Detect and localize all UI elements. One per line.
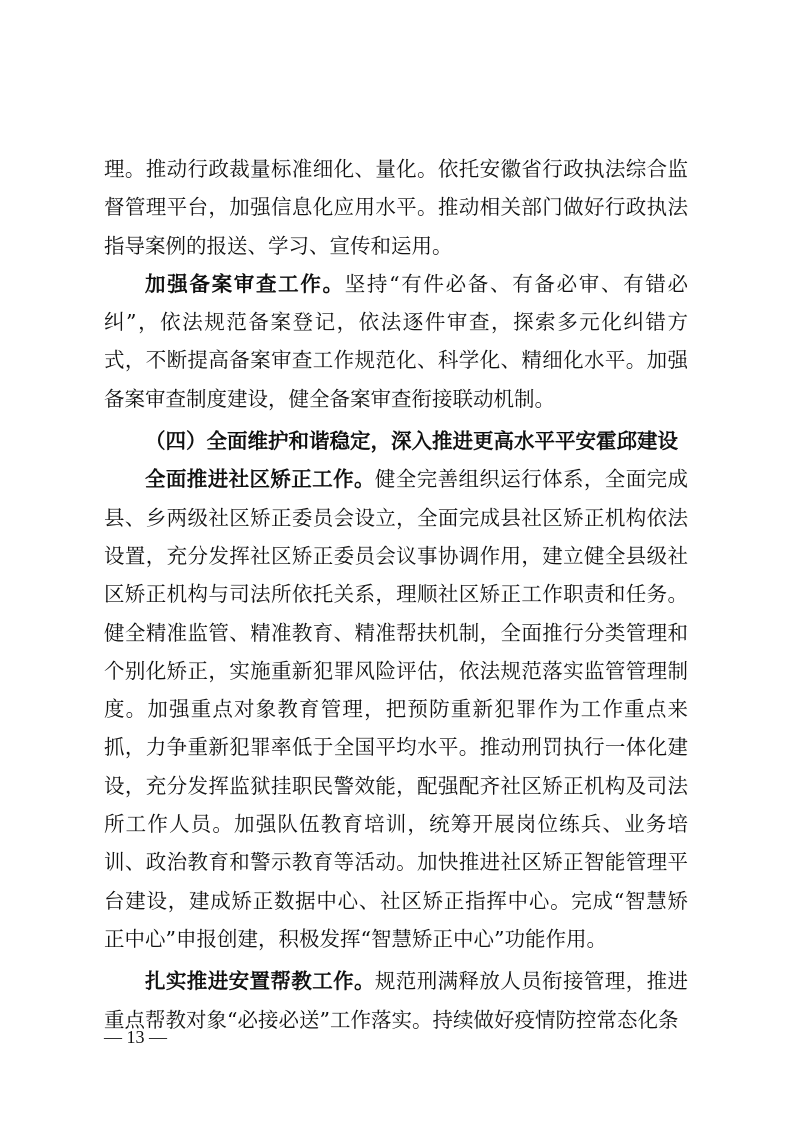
paragraph-text: 健全完善组织运行体系，全面完成县、乡两级社区矫正委员会设立，全面完成县社区矫正机构依法设置，充分发挥社区矫正委员会议事协调作用，建立健全县级社区矫正机构与司法所依托关系，理顺社区矫正工作职责和任务。健全精准监管、精准教育、精准帮扶机制，全面推行分类管理和个别化矫正，实施重新犯罪风险评估，依法规范落实监管管理制度。加强重点对象教育管理，把预防重新犯罪作为工作重点来抓，力争重新犯罪率低于全国平均水平。推动刑罚执行一体化建设，充分发挥监狱挂职民警效能，配强配齐社区矫正机构及司法所工作人员。加强队伍教育培训，统筹开展岗位练兵、业务培训、政治教育和警示教育等活动。加快推进社区矫正智能管理平台建设，建成矫正数据中心、社区矫正指挥中心。完成“智慧矫正中心”申报创建，积极发挥“智慧矫正中心”功能作用。 <box>104 467 689 951</box>
paragraph-filing-review <box>104 265 688 418</box>
paragraph-lead: 全面推进社区矫正工作。 <box>145 467 375 492</box>
paragraph-text: 理。推动行政裁量标准细化、量化。依托安徽省行政执法综合监督管理平台，加强信息化应用水平。推动相关部门做好行政执法指导案例的报送、学习、宣传和运用。 <box>104 157 688 258</box>
document-body <box>104 150 688 1039</box>
paragraph-text: 规范刑满释放人员衔接管理，推进重点帮教对象“必接必送”工作落实。持续做好疫情防控常态化条 <box>104 969 689 1032</box>
paragraph-lead: 扎实推进安置帮教工作。 <box>145 969 375 994</box>
paragraph-lead: 加强备案审查工作。 <box>145 271 345 296</box>
page-number: — 13 — <box>104 1027 167 1047</box>
paragraph-community-correction <box>104 460 688 958</box>
paragraph-resettlement <box>104 962 688 1039</box>
paragraph-text: 坚持“有件必备、有备必审、有错必纠”，依法规范备案登记，依法逐件审查，探索多元化纠错方式，不断提高备案审查工作规范化、科学化、精细化水平。加强备案审查制度建设，健全备案审查衔接联动机制。 <box>104 271 689 411</box>
paragraph-continuation <box>104 150 688 265</box>
section-heading: （四）全面维护和谐稳定，深入推进更高水平平安霍邱建设 <box>145 429 678 454</box>
